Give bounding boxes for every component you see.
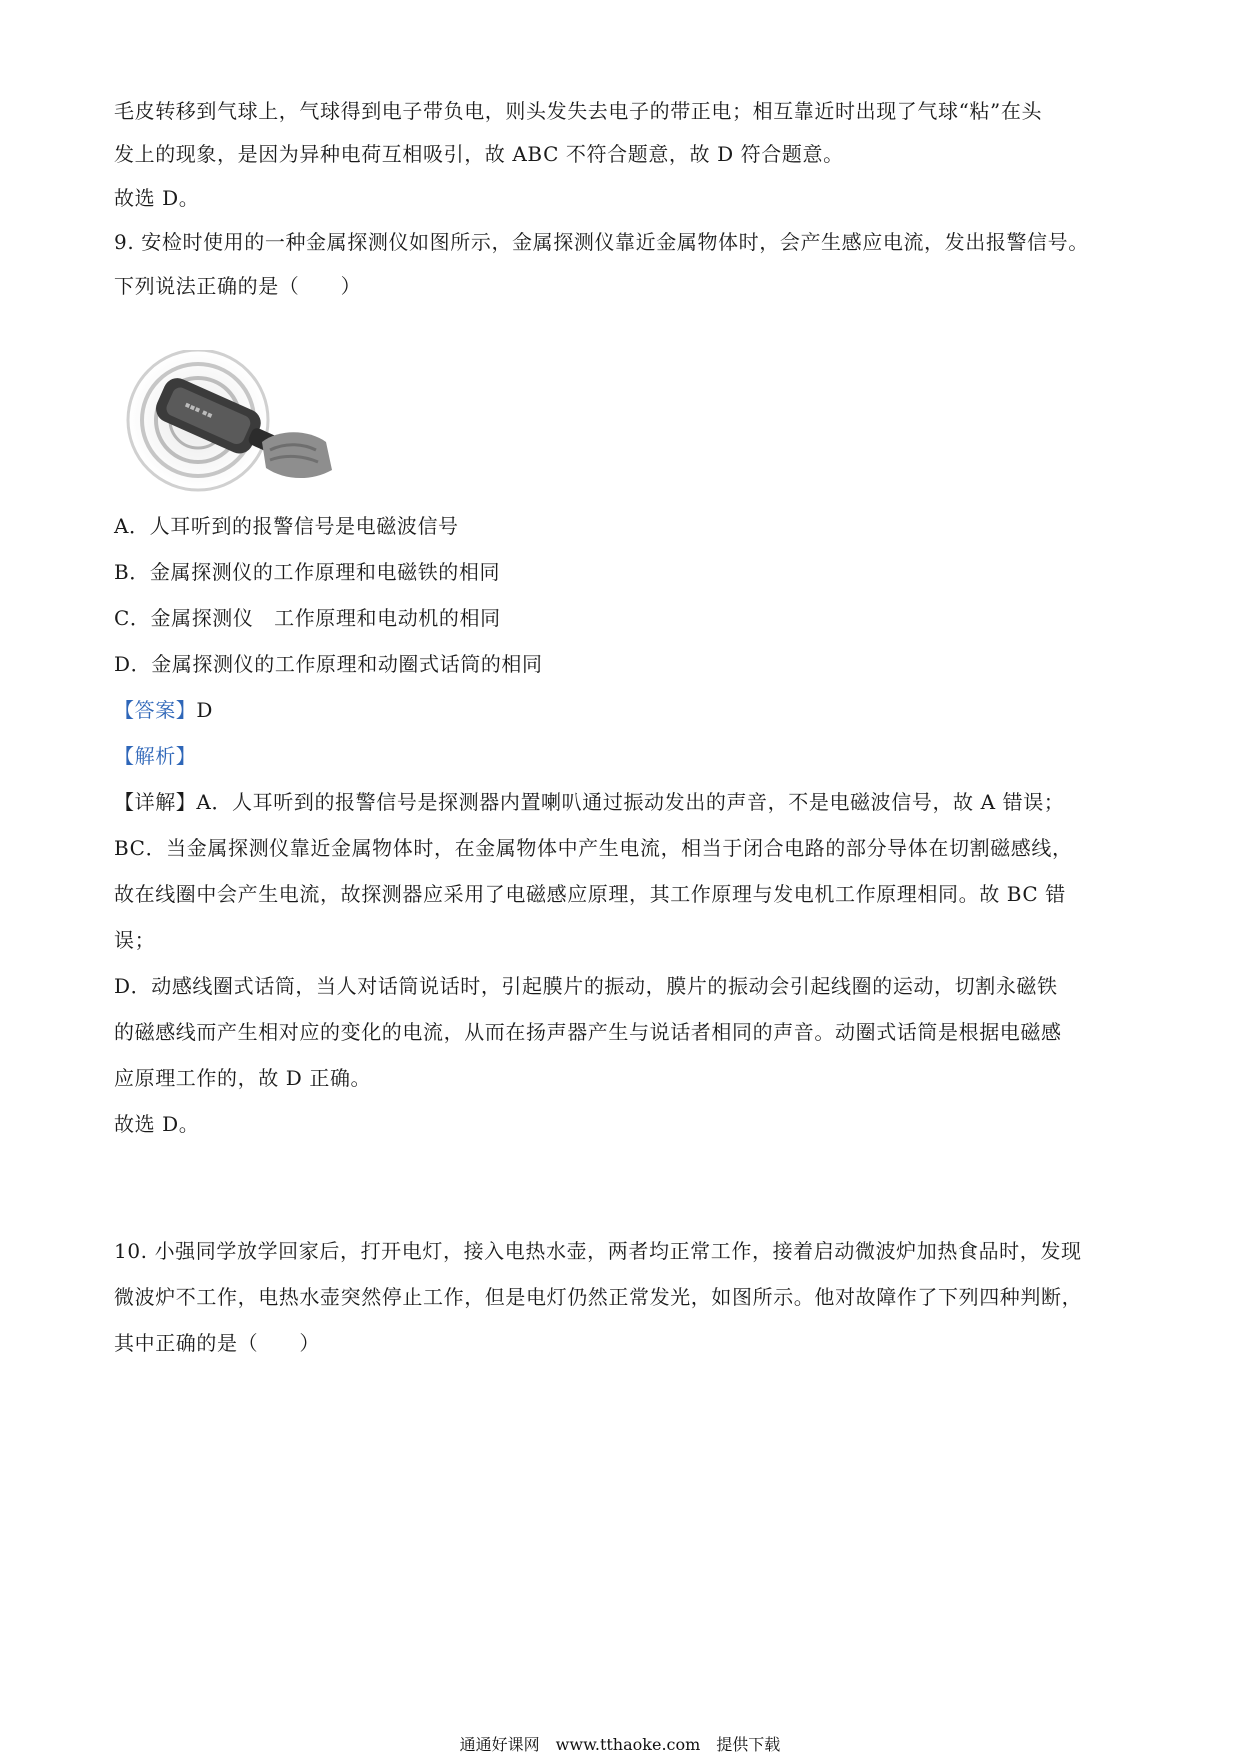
svg-text:▪▪▪ ▪▪: ▪▪▪ ▪▪ xyxy=(183,399,215,421)
metal-detector-figure xyxy=(120,350,332,502)
question-9-stem: 9. 安检时使用的一种金属探测仪如图所示，金属探测仪靠近金属物体时，会产生感应电流，发出报警信号。 xyxy=(114,230,1089,254)
detail-line: BC．当金属探测仪靠近金属物体时，在金属物体中产生电流，相当于闭合电路的部分导体在切割磁感线， xyxy=(114,836,1073,860)
question-10-stem: 其中正确的是（ ） xyxy=(114,1331,320,1355)
page-footer: 通通好课网 www.tthaoke.com 提供下载 xyxy=(459,1735,781,1754)
question-10-stem: 10. 小强同学放学回家后，打开电灯，接入电热水壶，两者均正常工作，接着启动微波炉加热食品时，发现 xyxy=(114,1239,1082,1263)
analysis-label: 【解析】 xyxy=(114,744,197,768)
option-b: B．金属探测仪的工作原理和电磁铁的相同 xyxy=(114,560,501,584)
text-line: 故选 D。 xyxy=(114,186,200,210)
answer-line xyxy=(114,696,213,724)
option-a: A．人耳听到的报警信号是电磁波信号 xyxy=(114,514,459,538)
detail-line: 故在线圈中会产生电流，故探测器应采用了电磁感应原理，其工作原理与发电机工作原理相同。故 BC 错 xyxy=(114,882,1066,906)
text-line: 发上的现象，是因为异种电荷互相吸引，故 ABC 不符合题意，故 D 符合题意。 xyxy=(114,142,844,166)
detail-line: 故选 D。 xyxy=(114,1112,200,1136)
detail-line: 误； xyxy=(114,928,156,952)
analysis-line xyxy=(114,742,196,770)
text-line: 毛皮转移到气球上，气球得到电子带负电，则头发失去电子的带正电；相互靠近时出现了气球“粘”在头 xyxy=(114,99,1043,123)
detail-line: 的磁感线而产生相对应的变化的电流，从而在扬声器产生与说话者相同的声音。动圈式话筒是根据电磁感 xyxy=(114,1020,1062,1044)
option-d: D．金属探测仪的工作原理和动圈式话筒的相同 xyxy=(114,652,543,676)
detail-line: 【详解】A．人耳听到的报警信号是探测器内置喇叭通过振动发出的声音，不是电磁波信号，故 A 错误； xyxy=(114,790,1065,814)
detail-line: 应原理工作的，故 D 正确。 xyxy=(114,1066,372,1090)
question-10-stem: 微波炉不工作，电热水壶突然停止工作，但是电灯仍然正常发光，如图所示。他对故障作了下列四种判断， xyxy=(114,1285,1083,1309)
question-9-stem: 下列说法正确的是（ ） xyxy=(114,274,362,298)
detail-line: D．动感线圈式话筒，当人对话筒说话时，引起膜片的振动，膜片的振动会引起线圈的运动，切割永磁铁 xyxy=(114,974,1058,998)
answer-value: D xyxy=(196,698,214,722)
answer-label: 【答案】 xyxy=(114,698,197,722)
option-c: C．金属探测仪 工作原理和电动机的相同 xyxy=(114,606,501,630)
